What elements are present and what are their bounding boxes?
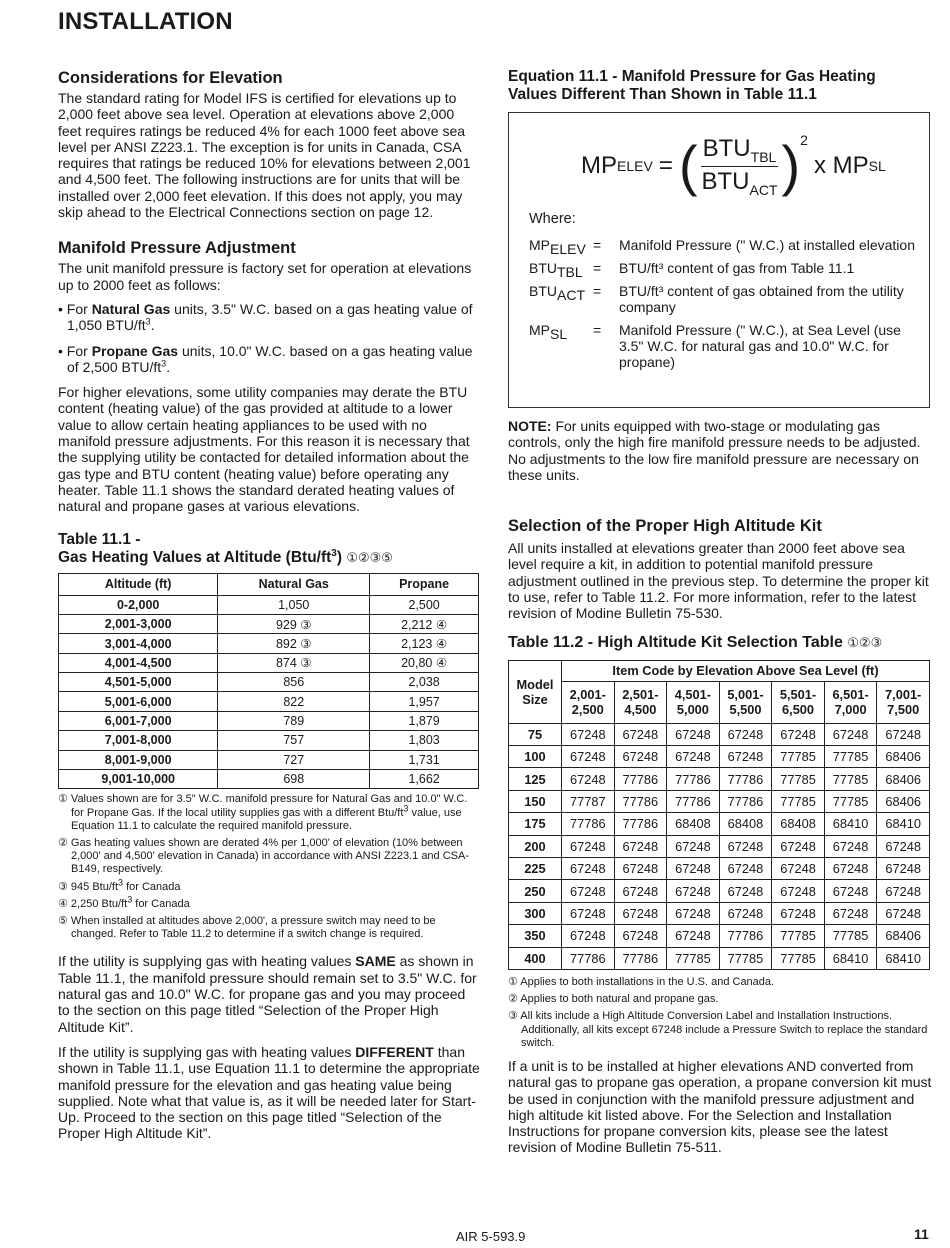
table1-cell: 2,001-3,000 <box>59 614 218 633</box>
table2-cell: 67248 <box>772 880 825 902</box>
table2-cell: 67248 <box>772 835 825 857</box>
table2-cell: 77786 <box>614 790 667 812</box>
table2-cell: 77786 <box>667 790 720 812</box>
equation-definition: BTUACT = BTU/ft³ content of gas obtained from the utility company <box>529 283 921 315</box>
table2-footnote: ③ All kits include a High Altitude Conversion Label and Installation Instructions. Additionally, all kits except 67248 include a Pressure Switch to replace the standard switch. <box>508 1010 928 1049</box>
table2-cell: 150 <box>509 790 562 812</box>
table2-cell: 75 <box>509 723 562 745</box>
table2-cell: 68406 <box>877 790 930 812</box>
table2-cell: 67248 <box>667 858 720 880</box>
equation-definitions <box>529 237 921 377</box>
table2-row <box>509 723 930 745</box>
table2-cell: 67248 <box>614 880 667 902</box>
equation-box <box>508 112 930 408</box>
table1-cell: 727 <box>218 750 370 769</box>
table1-cell: 822 <box>218 692 370 711</box>
table2-elevation-header: 5,501- 6,500 <box>772 682 825 724</box>
table2-cell: 67248 <box>614 723 667 745</box>
table1-cell: 2,123 ④ <box>370 634 479 653</box>
table2-cell: 77786 <box>719 925 772 947</box>
table2-cell: 67248 <box>719 746 772 768</box>
table2-cell: 300 <box>509 902 562 924</box>
table2-cell: 67248 <box>719 858 772 880</box>
equation-definition: MPELEV = Manifold Pressure (" W.C.) at installed elevation <box>529 237 921 253</box>
table2-footnote: ① Applies to both installations in the U.S. and Canada. <box>508 975 775 988</box>
note-paragraph: NOTE: For units equipped with two-stage or modulating gas controls, only the high fire manifold pressure needs to be adjusted. No adjustments to the low fire manifold pressure are necessary on these units. <box>508 418 921 483</box>
table2-cell: 250 <box>509 880 562 902</box>
table1-cell: 1,731 <box>370 750 479 769</box>
table2-elevation-header: 5,001- 5,500 <box>719 682 772 724</box>
table2-group-header-row <box>509 660 930 681</box>
table2-elevation-header-row <box>509 682 930 724</box>
table1-cell: 1,662 <box>370 770 479 789</box>
elevation-body: The standard rating for Model IFS is certified for elevations up to 2,000 feet above sea level. Operation at elevations above 2,000 feet requires ratings be reduced 4% for each 1000 feet above sea level per ANSI Z223.1. The exception is for units in Canada, CSA requires that ratings be reduced 10% for elevations between 2,001 and 4,500 feet. The following instructions are for units that will be installed over 2,000 feet elevation. If this does not apply, you may skip ahead to the Electrical Connections section on page 12. <box>58 90 471 221</box>
table2-cell: 77785 <box>719 947 772 969</box>
table2-cell: 67248 <box>719 902 772 924</box>
same-values-paragraph: If the utility is supplying gas with heating values SAME as shown in Table 11.1, the manifold pressure should remain set to 3.5" W.C. for natural gas and 10.0" W.C. for propane gas and you may proceed to the section on this page titled “Selection of the Proper High Altitude Kit”. <box>58 953 477 1035</box>
table2-cell: 68408 <box>667 813 720 835</box>
table2-cell: 77786 <box>667 768 720 790</box>
table1-cell: 1,957 <box>370 692 479 711</box>
table1-row <box>59 770 479 789</box>
table2-cell: 67248 <box>667 723 720 745</box>
high-altitude-kit-table <box>508 660 930 970</box>
table1-cell: 0-2,000 <box>59 595 218 614</box>
table2-cell: 67248 <box>772 723 825 745</box>
table2-cell: 67248 <box>772 858 825 880</box>
table2-cell: 100 <box>509 746 562 768</box>
table2-cell: 67248 <box>877 902 930 924</box>
where-label: Where: <box>529 211 576 227</box>
table2-elevation-header: 4,501- 5,000 <box>667 682 720 724</box>
right-column <box>508 68 932 1156</box>
table2-cell: 67248 <box>719 880 772 902</box>
table2-cell: 350 <box>509 925 562 947</box>
table1-cell: 4,001-4,500 <box>59 653 218 672</box>
table2-cell: 67248 <box>614 925 667 947</box>
table2-cell: 77785 <box>824 925 877 947</box>
table2-cell: 200 <box>509 835 562 857</box>
left-column <box>58 68 480 1142</box>
table1-cell: 892 ③ <box>218 634 370 653</box>
table1-row <box>59 711 479 730</box>
table2-cell: 68410 <box>824 947 877 969</box>
table2-cell: 68410 <box>877 813 930 835</box>
equation-formula: MP ELEV = ( $\frac{BTU_{TBL}}{BTU_{ACT}}$ ) 2 x MP SL <box>581 132 886 198</box>
table1-cell: 874 ③ <box>218 653 370 672</box>
page-number: 11 <box>914 1226 929 1242</box>
table2-cell: 67248 <box>667 902 720 924</box>
table2-cell: 400 <box>509 947 562 969</box>
table1-footnote: ① Values shown are for 3.5" W.C. manifold pressure for Natural Gas and 10.0" W.C. for Propane Gas. If the local utility supplies gas with a different Btu/$ft^3$ value, use Equation 11.1 to calculate the required manifold pressure. <box>58 793 468 832</box>
table2-cell: 67248 <box>877 835 930 857</box>
kit-heading: Selection of the Proper High Altitude Kit <box>508 517 822 536</box>
table2-cell: 77786 <box>562 947 615 969</box>
table1-footnote: ④ 2,250 Btu/$ft^3$ for Canada <box>58 894 190 910</box>
table2-footnote: ② Applies to both natural and propane gas. <box>508 993 719 1006</box>
table2-cell: 68408 <box>772 813 825 835</box>
table2-cell: 67248 <box>719 723 772 745</box>
table2-cell: 67248 <box>614 902 667 924</box>
table1-cell: 20,80 ④ <box>370 653 479 672</box>
table2-cell: 77786 <box>562 813 615 835</box>
manifold-heading: Manifold Pressure Adjustment <box>58 239 296 258</box>
manifold-intro: The unit manifold pressure is factory set for operation at elevations up to 2000 feet as follows: <box>58 260 472 293</box>
table2-cell: 225 <box>509 858 562 880</box>
table2-cell: 77786 <box>614 947 667 969</box>
table2-cell: 67248 <box>824 880 877 902</box>
bullet-natural-gas: • For Natural Gas units, 3.5" W.C. based on a gas heating value of 1,050 BTU/$ft^3$. <box>58 300 473 334</box>
table2-cell: 175 <box>509 813 562 835</box>
table2-cell: 68406 <box>877 768 930 790</box>
table2-cell: 67248 <box>877 723 930 745</box>
table1-title: Table 11.1 - Gas Heating Values at Altitude $(Btu/ft^3)$ ①②③⑤ <box>58 530 393 566</box>
table2-cell: 77785 <box>772 790 825 812</box>
table1-cell: 2,038 <box>370 673 479 692</box>
equation-definition: MPSL = Manifold Pressure (" W.C.), at Sea Level (use 3.5" W.C. for natural gas and 10.0" W.C. for propane) <box>529 322 921 370</box>
table1-header-row <box>59 573 479 595</box>
table2-cell: 67248 <box>562 723 615 745</box>
table2-cell: 67248 <box>562 880 615 902</box>
table1-header-propane: Propane <box>370 573 479 595</box>
table1-cell: 698 <box>218 770 370 789</box>
gas-heating-values-table <box>58 573 479 790</box>
table2-cell: 67248 <box>824 902 877 924</box>
definition-symbol: BTUTBL <box>529 260 583 280</box>
table2-row <box>509 947 930 969</box>
table1-cell: 3,001-4,000 <box>59 634 218 653</box>
table2-title: Table 11.2 - High Altitude Kit Selection Table ①②③ <box>508 633 883 651</box>
table2-cell: 67248 <box>562 746 615 768</box>
table2-cell: 67248 <box>667 880 720 902</box>
table2-cell: 67248 <box>614 835 667 857</box>
table2-row <box>509 768 930 790</box>
definition-symbol: MPSL <box>529 322 568 342</box>
table1-row <box>59 614 479 633</box>
table2-cell: 67248 <box>824 858 877 880</box>
table2-cell: 77785 <box>772 925 825 947</box>
table1-cell: 1,803 <box>370 731 479 750</box>
table1-row <box>59 595 479 614</box>
table1-footnote: ⑤ When installed at altitudes above 2,000', a pressure switch may need to be changed. Refer to Table 11.2 to determine if a switch change is required. <box>58 915 436 941</box>
table2-cell: 67248 <box>667 835 720 857</box>
table1-footnotes <box>58 793 480 941</box>
table1-cell: 6,001-7,000 <box>59 711 218 730</box>
table2-cell: 77787 <box>562 790 615 812</box>
table1-row <box>59 750 479 769</box>
elevation-heading: Considerations for Elevation <box>58 69 283 87</box>
table2-cell: 67248 <box>877 858 930 880</box>
table2-row <box>509 902 930 924</box>
table1-cell: 4,501-5,000 <box>59 673 218 692</box>
table1-cell: 1,050 <box>218 595 370 614</box>
table2-cell: 77785 <box>667 947 720 969</box>
table2-elevation-header: 2,501- 4,500 <box>614 682 667 724</box>
different-values-paragraph: If the utility is supplying gas with heating values DIFFERENT than shown in Table 11.1, use Equation 11.1 to determine the appropriate manifold pressure for the elevation and gas heating value being supplied. Note what that value is, as it will be needed later for Start-Up. Proceed to the section on this page titled “Selection of the Proper High Altitude Kit”. <box>58 1043 480 1142</box>
table2-cell: 77785 <box>772 768 825 790</box>
table1-cell: 8,001-9,000 <box>59 750 218 769</box>
table2-row <box>509 880 930 902</box>
table1-cell: 789 <box>218 711 370 730</box>
table2-row <box>509 858 930 880</box>
table2-cell: 77786 <box>614 813 667 835</box>
table2-cell: 67248 <box>562 902 615 924</box>
table2-header-model-size: Model Size <box>509 660 562 723</box>
table2-cell: 67248 <box>562 835 615 857</box>
table1-header-natural-gas: Natural Gas <box>218 573 370 595</box>
table2-cell: 67248 <box>667 746 720 768</box>
table2-cell: 67248 <box>719 835 772 857</box>
table2-cell: 77785 <box>824 790 877 812</box>
table1-row <box>59 692 479 711</box>
definition-text: Manifold Pressure (" W.C.) at installed elevation <box>619 237 915 253</box>
table2-cell: 68410 <box>877 947 930 969</box>
definition-text: BTU/ft³ content of gas obtained from the utility company <box>619 283 904 315</box>
table1-cell: 7,001-8,000 <box>59 731 218 750</box>
table2-row <box>509 790 930 812</box>
table2-cell: 77785 <box>824 768 877 790</box>
definition-symbol: MPELEV <box>529 237 586 257</box>
table2-cell: 125 <box>509 768 562 790</box>
table1-cell: 2,212 ④ <box>370 614 479 633</box>
table2-cell: 67248 <box>562 925 615 947</box>
equation-heading: Equation 11.1 - Manifold Pressure for Gas Heating Values Different Than Shown in Table 11.1 <box>508 68 876 103</box>
table2-cell: 67248 <box>824 723 877 745</box>
table2-elevation-header: 2,001- 2,500 <box>562 682 615 724</box>
table1-footnote: ③ 945 Btu/$ft^3$ for Canada <box>58 877 181 893</box>
table2-cell: 68408 <box>719 813 772 835</box>
table1-cell: 856 <box>218 673 370 692</box>
table2-footnotes <box>508 976 932 1050</box>
kit-body: All units installed at elevations greater than 2000 feet above sea level require a kit, in addition to potential manifold pressure adjustment outlined in the previous step. To determine the proper kit to use, refer to Table 11.2. For more information, refer to the latest revision of Modine Bulletin 75-530. <box>508 540 929 622</box>
definition-text: Manifold Pressure (" W.C.), at Sea Level (use 3.5" W.C. for natural gas and 10.0" W.C. for propane) <box>619 322 901 370</box>
table2-cell: 77786 <box>614 768 667 790</box>
table2-cell: 67248 <box>562 858 615 880</box>
equation-definition: BTUTBL = BTU/ft³ content of gas from Table 11.1 <box>529 260 921 276</box>
table2-group-header: Item Code by Elevation Above Sea Level (ft) <box>562 660 930 681</box>
table1-cell: 757 <box>218 731 370 750</box>
table2-cell: 67248 <box>877 880 930 902</box>
table1-cell: 1,879 <box>370 711 479 730</box>
table2-cell: 67248 <box>772 902 825 924</box>
table1-row <box>59 731 479 750</box>
table2-row <box>509 835 930 857</box>
table2-elevation-header: 6,501- 7,000 <box>824 682 877 724</box>
table2-cell: 68406 <box>877 925 930 947</box>
table1-row <box>59 653 479 672</box>
table2-cell: 67248 <box>562 768 615 790</box>
table2-elevation-header: 7,001- 7,500 <box>877 682 930 724</box>
table2-row <box>509 813 930 835</box>
table2-cell: 67248 <box>614 746 667 768</box>
table2-cell: 67248 <box>614 858 667 880</box>
table1-cell: 9,001-10,000 <box>59 770 218 789</box>
table2-cell: 67248 <box>824 835 877 857</box>
table1-row <box>59 634 479 653</box>
table1-footnote: ② Gas heating values shown are derated 4% per 1,000' of elevation (10% between 2,000' and 4,500' elevation in Canada) in accordance with ANSI Z223.1 and CSA-B149, respectively. <box>58 837 470 876</box>
table2-cell: 77786 <box>719 768 772 790</box>
table2-row <box>509 925 930 947</box>
table2-cell: 68410 <box>824 813 877 835</box>
table2-cell: 77785 <box>772 746 825 768</box>
table1-cell: 2,500 <box>370 595 479 614</box>
table1-row <box>59 673 479 692</box>
conversion-paragraph: If a unit is to be installed at higher elevations AND converted from natural gas to propane gas operation, a propane conversion kit must be used in conjunction with the manifold pressure adjustment and high altitude kit listed above. For the Selection and Installation Instructions for propane conversion kits, please see the latest revision of Modine Bulletin 75-511. <box>508 1057 932 1156</box>
definition-symbol: BTUACT <box>529 283 585 303</box>
page-title: INSTALLATION <box>58 8 233 35</box>
table1-cell: 929 ③ <box>218 614 370 633</box>
definition-text: BTU/ft³ content of gas from Table 11.1 <box>619 260 855 276</box>
table1-cell: 5,001-6,000 <box>59 692 218 711</box>
manifold-paragraph: For higher elevations, some utility companies may derate the BTU content (heating value) of the gas provided at altitude to a lower value to allow certain heating appliances to be used with no manifold pressure adjustments. For this reason it is necessary that the supplying utility be contacted for detailed information about the gas type and BTU content (heating value) before operating any heater. Table 11.1 shows the standard derated heating values of natural and propane gases at various elevations. <box>58 384 470 515</box>
table2-cell: 77785 <box>772 947 825 969</box>
table2-cell: 68406 <box>877 746 930 768</box>
manifold-bullets <box>58 301 480 375</box>
footer-document-code: AIR 5-593.9 <box>456 1229 526 1244</box>
table2-cell: 77786 <box>719 790 772 812</box>
table2-row <box>509 746 930 768</box>
bullet-propane-gas: • For Propane Gas units, 10.0" W.C. based on a gas heating value of 2,500 BTU/$ft^3$. <box>58 342 473 375</box>
table1-header-altitude: Altitude (ft) <box>59 573 218 595</box>
table2-cell: 67248 <box>667 925 720 947</box>
table2-cell: 77785 <box>824 746 877 768</box>
